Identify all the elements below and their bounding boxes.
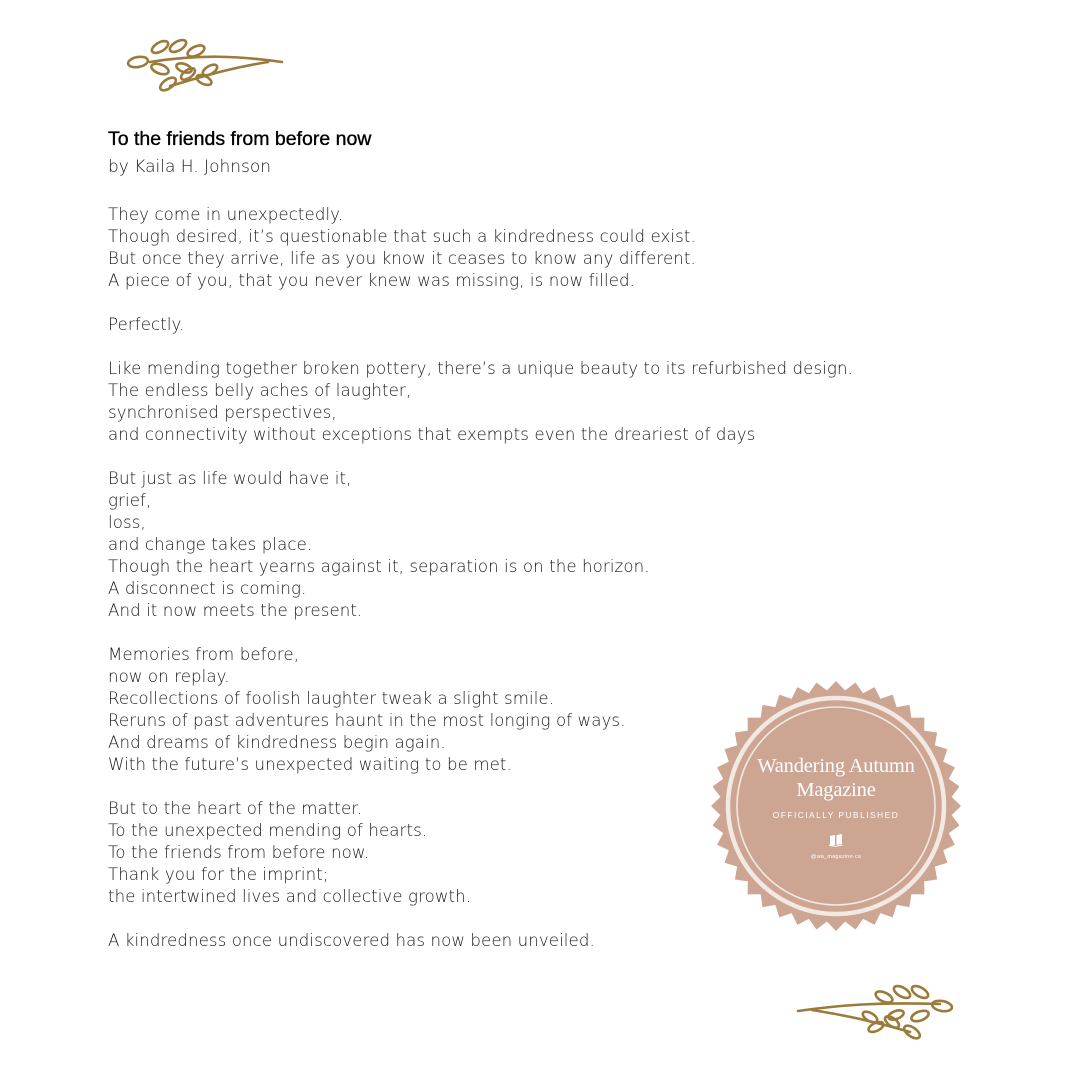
poem-line: A piece of you, that you never knew was missing, is now filled. bbox=[108, 271, 636, 290]
book-icon bbox=[828, 833, 844, 847]
poem-line: And dreams of kindredness begin again. bbox=[108, 733, 446, 752]
poem-line: Memories from before, bbox=[108, 645, 300, 664]
stanza-2 bbox=[108, 314, 888, 336]
stanza-7 bbox=[108, 930, 888, 952]
top-branch-divider bbox=[0, 24, 1080, 94]
bottom-branch-divider bbox=[0, 970, 1080, 1040]
poem-line: synchronised perspectives, bbox=[108, 403, 337, 422]
stanza-4 bbox=[108, 468, 888, 622]
poem-line: To the unexpected mending of hearts. bbox=[108, 821, 428, 840]
poem-line: With the future’s unexpected waiting to be met. bbox=[108, 755, 512, 774]
stamp-serrated-edge bbox=[711, 681, 961, 931]
poem-line: and connectivity without exceptions that exempts even the dreariest of days bbox=[108, 425, 756, 444]
poem-line: A kindredness once undiscovered has now been unveiled. bbox=[108, 931, 595, 950]
stamp-handle: @wa_magazine·ca bbox=[810, 854, 862, 860]
poem-line: Though desired, it’s questionable that such a kindredness could exist. bbox=[108, 227, 696, 246]
poem-line: loss, bbox=[108, 513, 146, 532]
poem-line: Like mending together broken pottery, there’s a unique beauty to its refurbished design. bbox=[108, 359, 853, 378]
poem-line: Though the heart yearns against it, separation is on the horizon. bbox=[108, 557, 650, 576]
poem-line: To the friends from before now. bbox=[108, 843, 370, 862]
poem-line: But just as life would have it, bbox=[108, 469, 352, 488]
poem-line: But to the heart of the matter. bbox=[108, 799, 363, 818]
stamp-title-line-1: Wandering Autumn bbox=[757, 755, 915, 777]
stamp-title bbox=[710, 754, 962, 802]
stanza-3 bbox=[108, 358, 888, 446]
poem-line: They come in unexpectedly. bbox=[108, 205, 344, 224]
poem-line: Recollections of foolish laughter tweak a slight smile. bbox=[108, 689, 555, 708]
stamp-title-line-2: Magazine bbox=[796, 779, 876, 801]
poem-line: Reruns of past adventures haunt in the most longing of ways. bbox=[108, 711, 626, 730]
poem-line: The endless belly aches of laughter, bbox=[108, 381, 412, 400]
poem-line: A disconnect is coming. bbox=[108, 579, 307, 598]
stamp-subtitle: OFFICIALLY PUBLISHED bbox=[772, 810, 900, 820]
poem-line: grief, bbox=[108, 491, 152, 510]
poem-line: Thank you for the imprint; bbox=[108, 865, 329, 884]
poem-line: now on replay. bbox=[108, 667, 230, 686]
poem-line: And it now meets the present. bbox=[108, 601, 363, 620]
poem-line: But once they arrive, life as you know it ceases to know any different. bbox=[108, 249, 696, 268]
poem-line: the intertwined lives and collective growth. bbox=[108, 887, 472, 906]
published-stamp-badge bbox=[710, 680, 962, 932]
poem-line: Perfectly. bbox=[108, 315, 185, 334]
poem-line: and change takes place. bbox=[108, 535, 313, 554]
stanza-1 bbox=[108, 204, 888, 292]
poem-byline: by Kaila H. Johnson bbox=[108, 157, 272, 177]
poem-title: To the friends from before now bbox=[108, 128, 372, 150]
